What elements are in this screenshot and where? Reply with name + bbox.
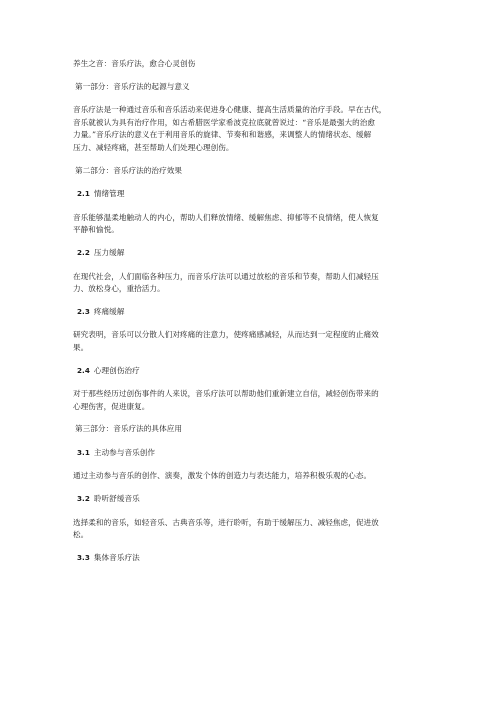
paragraph-line: 对于那些经历过创伤事件的人来说，音乐疗法可以帮助他们重新建立自信，减轻创伤带来的 xyxy=(73,389,379,399)
section-title: 主动参与音乐创作 xyxy=(93,447,156,457)
section-paragraph-3-1 xyxy=(73,470,433,483)
section-title: 集体音乐疗法 xyxy=(93,552,140,562)
part1-heading: 第一部分：音乐疗法的起源与意义 xyxy=(75,81,190,91)
section-number: 3.2 xyxy=(77,494,90,504)
section-heading-3-3 xyxy=(73,552,433,565)
section-number: 2.2 xyxy=(77,247,90,257)
document-title: 养生之音：音乐疗法，愈合心灵创伤 xyxy=(73,59,196,68)
section-paragraph-2-1 xyxy=(73,212,433,237)
section-heading-3-1 xyxy=(73,447,433,460)
section-paragraph-2-4 xyxy=(73,388,433,413)
paragraph-line: 选择柔和的音乐，如轻音乐、古典音乐等，进行聆听，有助于缓解压力、减轻焦虑，促进放 xyxy=(73,517,379,527)
section-paragraph-3-2 xyxy=(73,517,433,542)
paragraph-line: 松。 xyxy=(73,530,89,540)
section-heading-2-2 xyxy=(73,247,433,260)
paragraph-line: 通过主动参与音乐的创作、演奏，激发个体的创造力与表达能力，培养积极乐观的心态。 xyxy=(73,471,372,481)
paragraph-line: 在现代社会，人们面临各种压力，而音乐疗法可以通过放松的音乐和节奏，帮助人们减轻压 xyxy=(73,271,379,281)
paragraph-line: 平静和愉悦。 xyxy=(73,225,119,235)
paragraph-line: 音乐就被认为具有治疗作用，如古希腊医学家希波克拉底就曾说过：“音乐是最强大的治愈 xyxy=(73,117,376,127)
paragraph-line: 研究表明，音乐可以分散人们对疼痛的注意力，使疼痛感减轻，从而达到一定程度的止痛效 xyxy=(73,330,379,340)
part2-heading: 第二部分：音乐疗法的治疗效果 xyxy=(75,165,183,175)
section-heading-2-4 xyxy=(73,365,433,378)
part3-heading: 第三部分：音乐疗法的具体应用 xyxy=(75,424,183,434)
part1-paragraph xyxy=(73,104,433,154)
section-paragraph-2-2 xyxy=(73,271,433,296)
section-number: 3.3 xyxy=(77,552,90,562)
document-page xyxy=(73,58,433,575)
section-number: 2.1 xyxy=(77,189,90,199)
section-title: 压力缓解 xyxy=(93,247,125,257)
section-heading-2-3 xyxy=(73,306,433,319)
paragraph-line: 音乐能够温柔地触动人的内心，帮助人们释放情绪、缓解焦虑、抑郁等不良情绪，使人恢复 xyxy=(73,212,379,222)
paragraph-line: 力量。”音乐疗法的意义在于利用音乐的旋律、节奏和和谐感，来调整人的情绪状态、缓解 xyxy=(73,130,372,140)
paragraph-line: 果。 xyxy=(73,342,89,352)
section-number: 3.1 xyxy=(77,447,90,457)
section-paragraph-2-3 xyxy=(73,329,433,354)
section-title: 心理创伤治疗 xyxy=(93,365,140,375)
section-number: 2.3 xyxy=(77,306,90,316)
paragraph-line: 力、放松身心，重拾活力。 xyxy=(73,284,165,294)
paragraph-line: 音乐疗法是一种通过音乐和音乐活动来促进身心健康、提高生活质量的治疗手段。早在古代， xyxy=(73,105,387,115)
section-title: 疼痛缓解 xyxy=(93,306,125,316)
section-heading-3-2 xyxy=(73,493,433,506)
section-heading-2-1 xyxy=(73,188,433,201)
section-number: 2.4 xyxy=(77,365,90,375)
section-title: 情绪管理 xyxy=(93,189,125,199)
paragraph-line: 心理伤害，促进康复。 xyxy=(73,401,150,411)
section-title: 聆听舒缓音乐 xyxy=(93,494,140,504)
paragraph-line: 压力、减轻疼痛，甚至帮助人们处理心理创伤。 xyxy=(73,142,234,152)
